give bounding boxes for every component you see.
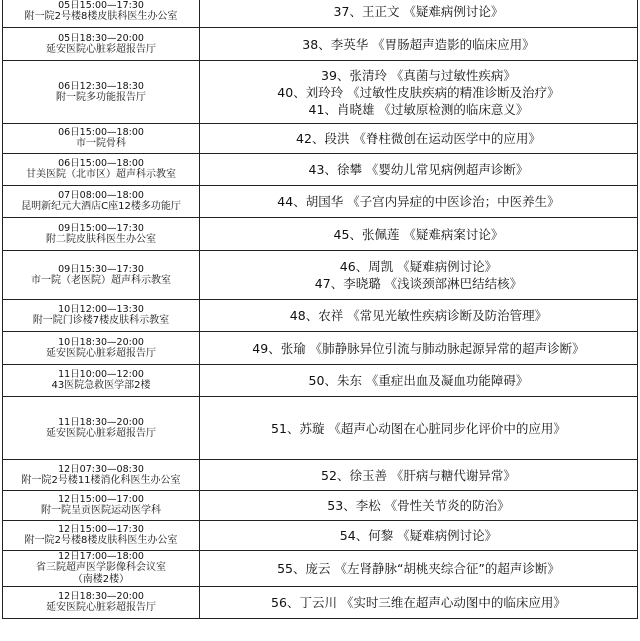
- lecture-title: 39、张清玲 《真菌与过敏性疾病》: [321, 67, 516, 83]
- lecture-title: 37、王正文 《疑难病例讨论》: [333, 3, 504, 19]
- session-venue: 附一院2号楼8楼皮肤科医生办公室: [24, 10, 178, 22]
- schedule-row: [3, 397, 638, 460]
- session-venue: 延安医院心脏彩超报告厅: [46, 347, 156, 359]
- lecture-cell: [200, 460, 638, 491]
- time-location-cell: [3, 587, 200, 619]
- lecture-cell: [200, 0, 638, 28]
- session-time: 05日15:00—17:30: [58, 0, 144, 11]
- lecture-cell: [200, 28, 638, 61]
- lecture-title: 42、段洪 《脊柱微创在运动医学中的应用》: [296, 131, 541, 146]
- schedule-row: [3, 218, 638, 251]
- session-time: 12日17:00—18:00: [58, 551, 144, 562]
- time-location-cell: [3, 397, 200, 460]
- session-time: 12日15:00—17:00: [58, 494, 144, 505]
- time-location-cell: [3, 28, 200, 61]
- session-time: 10日18:30—20:00: [58, 336, 144, 348]
- session-venue: 附一院呈贡医院运动医学科: [41, 505, 161, 516]
- lecture-title: 55、庞云 《左肾静脉“胡桃夹综合征”的超声诊断》: [277, 561, 560, 576]
- lecture-title: 45、张佩莲 《疑难病案讨论》: [333, 226, 504, 242]
- schedule-row: [3, 551, 638, 587]
- schedule-row: [3, 587, 638, 619]
- session-venue: 甘美医院（北市区）超声科示教室: [26, 169, 176, 180]
- session-venue: 市一院（老医院）超声科示教室: [31, 274, 171, 286]
- session-venue: 43医院急救医学部2楼: [51, 380, 151, 391]
- lecture-title: 50、朱东 《重症出血及凝血功能障碍》: [308, 373, 529, 388]
- schedule-row: [3, 300, 638, 332]
- schedule-row: [3, 251, 638, 300]
- lecture-title: 47、李晓璐 《浅谈颈部淋巴结结核》: [314, 276, 523, 291]
- lecture-title: 52、徐玉善 《肝病与糖代谢异常》: [321, 467, 516, 483]
- schedule-row: [3, 124, 638, 154]
- time-location-cell: [3, 365, 200, 397]
- lecture-cell: [200, 186, 638, 218]
- time-location-cell: [3, 186, 200, 218]
- lecture-cell: [200, 365, 638, 397]
- lecture-cell: [200, 251, 638, 300]
- lecture-cell: [200, 551, 638, 587]
- lecture-cell: [200, 154, 638, 186]
- lecture-cell: [200, 124, 638, 154]
- time-location-cell: [3, 251, 200, 300]
- session-venue: 附一院多功能报告厅: [56, 91, 146, 103]
- session-venue: 延安医院心脏彩超报告厅: [46, 602, 156, 613]
- time-location-cell: [3, 551, 200, 587]
- lecture-cell: [200, 397, 638, 460]
- time-location-cell: [3, 521, 200, 551]
- time-location-cell: [3, 124, 200, 154]
- session-venue: 市一院骨科: [76, 138, 126, 149]
- lecture-cell: [200, 218, 638, 251]
- session-time: 11日18:30—20:00: [58, 416, 144, 428]
- session-time: 09日15:30—17:30: [58, 263, 144, 275]
- lecture-schedule-table: [2, 0, 638, 619]
- lecture-title: 43、徐攀 《婴幼儿常见病例超声诊断》: [308, 162, 529, 177]
- lecture-title: 41、肖晓雄 《过敏原检测的临床意义》: [308, 101, 529, 117]
- session-time: 07日08:00—18:00: [58, 190, 144, 201]
- schedule-row: [3, 460, 638, 491]
- lecture-cell: [200, 300, 638, 332]
- schedule-row: [3, 365, 638, 397]
- time-location-cell: [3, 218, 200, 251]
- lecture-cell: [200, 587, 638, 619]
- time-location-cell: [3, 460, 200, 491]
- lecture-cell: [200, 61, 638, 124]
- lecture-title: 46、周凯 《疑难病例讨论》: [339, 259, 498, 274]
- session-time: 06日15:00—18:00: [58, 158, 144, 169]
- session-time: 06日15:00—18:00: [58, 127, 144, 138]
- time-location-cell: [3, 332, 200, 365]
- session-time: 09日15:00—17:30: [58, 222, 144, 234]
- lecture-title: 48、农祥 《常见光敏性疾病诊断及防治管理》: [289, 308, 548, 323]
- lecture-title: 44、胡国华 《子宫内异症的中医诊治；中医养生》: [277, 194, 560, 209]
- lecture-title: 40、刘玲玲 《过敏性皮肤疾病的精准诊断及治疗》: [277, 84, 560, 100]
- session-time: 12日07:30—08:30: [58, 463, 144, 475]
- schedule-row: [3, 28, 638, 61]
- session-time: 12日15:00—17:30: [58, 524, 144, 535]
- session-time: 06日12:30—18:30: [58, 80, 144, 92]
- session-venue: （南楼2楼）: [72, 574, 130, 585]
- session-venue: 延安医院心脏彩超报告厅: [46, 427, 156, 439]
- time-location-cell: [3, 154, 200, 186]
- lecture-cell: [200, 491, 638, 521]
- session-time: 12日18:30—20:00: [58, 591, 144, 602]
- lecture-title: 49、张瑜 《肺静脉异位引流与肺动脉起源异常的超声诊断》: [252, 340, 585, 356]
- schedule-row: [3, 154, 638, 186]
- time-location-cell: [3, 491, 200, 521]
- lecture-title: 54、何黎 《疑难病例讨论》: [339, 528, 498, 543]
- schedule-row: [3, 332, 638, 365]
- session-venue: 附一院2号楼8楼皮肤科医生办公室: [24, 535, 178, 546]
- session-time: 11日10:00—12:00: [58, 369, 144, 380]
- lecture-title: 53、李松 《骨性关节炎的防治》: [327, 498, 510, 513]
- session-venue: 附一院2号楼11楼消化科医生办公室: [21, 474, 181, 486]
- schedule-row: [3, 61, 638, 124]
- lecture-title: 51、苏璇 《超声心动图在心脏同步化评价中的应用》: [271, 420, 566, 436]
- lecture-title: 38、李英华 《胃肠超声造影的临床应用》: [302, 36, 535, 52]
- schedule-row: [3, 491, 638, 521]
- time-location-cell: [3, 300, 200, 332]
- session-time: 05日18:30—20:00: [58, 32, 144, 44]
- lecture-title: 56、丁云川 《实时三维在超声心动图中的临床应用》: [271, 595, 566, 610]
- session-time: 10日12:00—13:30: [58, 304, 144, 315]
- session-venue: 省三院超声医学影像科会议室: [36, 562, 166, 573]
- time-location-cell: [3, 0, 200, 28]
- session-venue: 昆明新纪元大酒店C座12楼多功能厅: [21, 201, 181, 212]
- lecture-cell: [200, 332, 638, 365]
- time-location-cell: [3, 61, 200, 124]
- schedule-row: [3, 186, 638, 218]
- schedule-row: [3, 0, 638, 28]
- lecture-cell: [200, 521, 638, 551]
- schedule-row: [3, 521, 638, 551]
- session-venue: 附二院皮肤科医生办公室: [46, 233, 156, 245]
- session-venue: 附一院门诊楼7楼皮肤科示教室: [32, 315, 170, 326]
- session-venue: 延安医院心脏彩超报告厅: [46, 43, 156, 55]
